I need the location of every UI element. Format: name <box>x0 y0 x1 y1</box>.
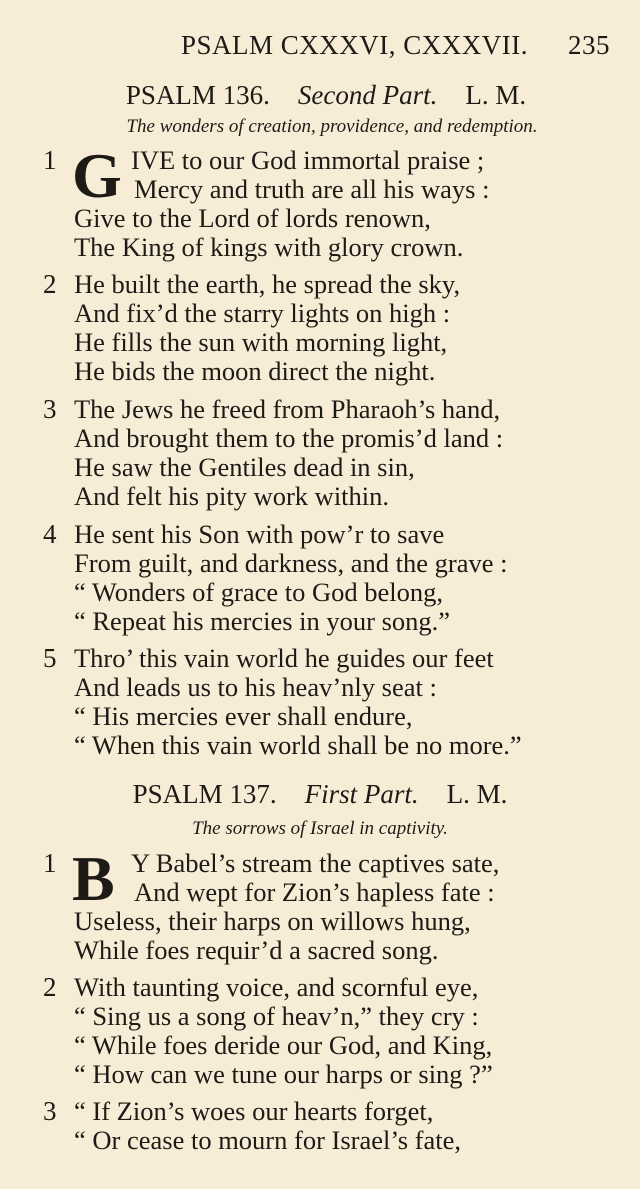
psalm-137-subtitle: The sorrows of Israel in captivity. <box>192 818 448 839</box>
psalm-137-number: PSALM 137. <box>132 779 277 809</box>
psalm-136-number: PSALM 136. <box>125 80 270 110</box>
verse-line: He saw the Gentiles dead in sin, <box>74 452 415 482</box>
verse-number: 4 <box>43 519 57 549</box>
psalm-137-meter: L. M. <box>446 779 508 809</box>
verse-number: 2 <box>43 269 57 299</box>
verse-line: IVE to our God immortal praise ; <box>131 145 485 175</box>
verse-line: He built the earth, he spread the sky, <box>74 269 461 299</box>
verse-number: 5 <box>43 643 57 673</box>
psalm-136-part: Second Part. <box>297 80 438 110</box>
verse-line: He sent his Son with pow’r to save <box>74 519 445 549</box>
verse-line: Thro’ this vain world he guides our feet <box>74 643 494 673</box>
verse-line: While foes requir’d a sacred song. <box>74 935 439 965</box>
verse-line: “ Repeat his mercies in your song.” <box>74 606 451 636</box>
psalm-137-heading <box>0 779 640 810</box>
verse-line: He bids the moon direct the night. <box>74 356 436 386</box>
verse-number: 1 <box>43 848 57 878</box>
psalm-136-heading <box>0 80 640 111</box>
verse-line: Y Babel’s stream the captives sate, <box>131 848 500 878</box>
verse-line: Mercy and truth are all his ways : <box>134 174 490 204</box>
verse-line: And felt his pity work within. <box>74 481 390 511</box>
verse-line: And brought them to the promis’d land : <box>74 423 504 453</box>
verse-line: “ Or cease to mourn for Israel’s fate, <box>74 1125 462 1155</box>
verse-line: “ If Zion’s woes our hearts forget, <box>74 1096 434 1126</box>
verse-line: From guilt, and darkness, and the grave : <box>74 548 508 578</box>
verse-line: “ His mercies ever shall endure, <box>74 701 413 731</box>
running-head-title: PSALM CXXXVI, CXXXVII. <box>180 30 528 60</box>
psalm-137-part: First Part. <box>304 779 419 809</box>
verse-line: And fix’d the starry lights on high : <box>74 298 451 328</box>
verse-line: With taunting voice, and scornful eye, <box>74 972 479 1002</box>
verse-line: “ When this vain world shall be no more.” <box>74 730 522 760</box>
verse-line: Give to the Lord of lords renown, <box>74 203 431 233</box>
page-number: 235 <box>568 30 610 60</box>
verse-line: “ While foes deride our God, and King, <box>74 1030 493 1060</box>
drop-cap: G <box>72 140 122 211</box>
verse-number: 3 <box>43 1096 57 1126</box>
verse-line: He fills the sun with morning light, <box>74 327 448 357</box>
verse-line: Useless, their harps on willows hung, <box>74 906 471 936</box>
verse-line: The King of kings with glory crown. <box>74 232 464 262</box>
psalm-136-meter: L. M. <box>465 80 527 110</box>
verse-line: And wept for Zion’s hapless fate : <box>134 877 495 907</box>
psalm-136-subtitle: The wonders of creation, providence, and redemption. <box>126 116 538 137</box>
verse-number: 3 <box>43 394 57 424</box>
verse-line: “ How can we tune our harps or sing ?” <box>74 1059 493 1089</box>
verse-number: 2 <box>43 972 57 1002</box>
verse-number: 1 <box>43 145 57 175</box>
verse-line: “ Wonders of grace to God belong, <box>74 577 444 607</box>
verse-line: “ Sing us a song of heav’n,” they cry : <box>74 1001 479 1031</box>
verse-line: The Jews he freed from Pharaoh’s hand, <box>74 394 501 424</box>
verse-line: And leads us to his heav’nly seat : <box>74 672 437 702</box>
running-head <box>0 30 610 61</box>
drop-cap: B <box>72 843 115 914</box>
